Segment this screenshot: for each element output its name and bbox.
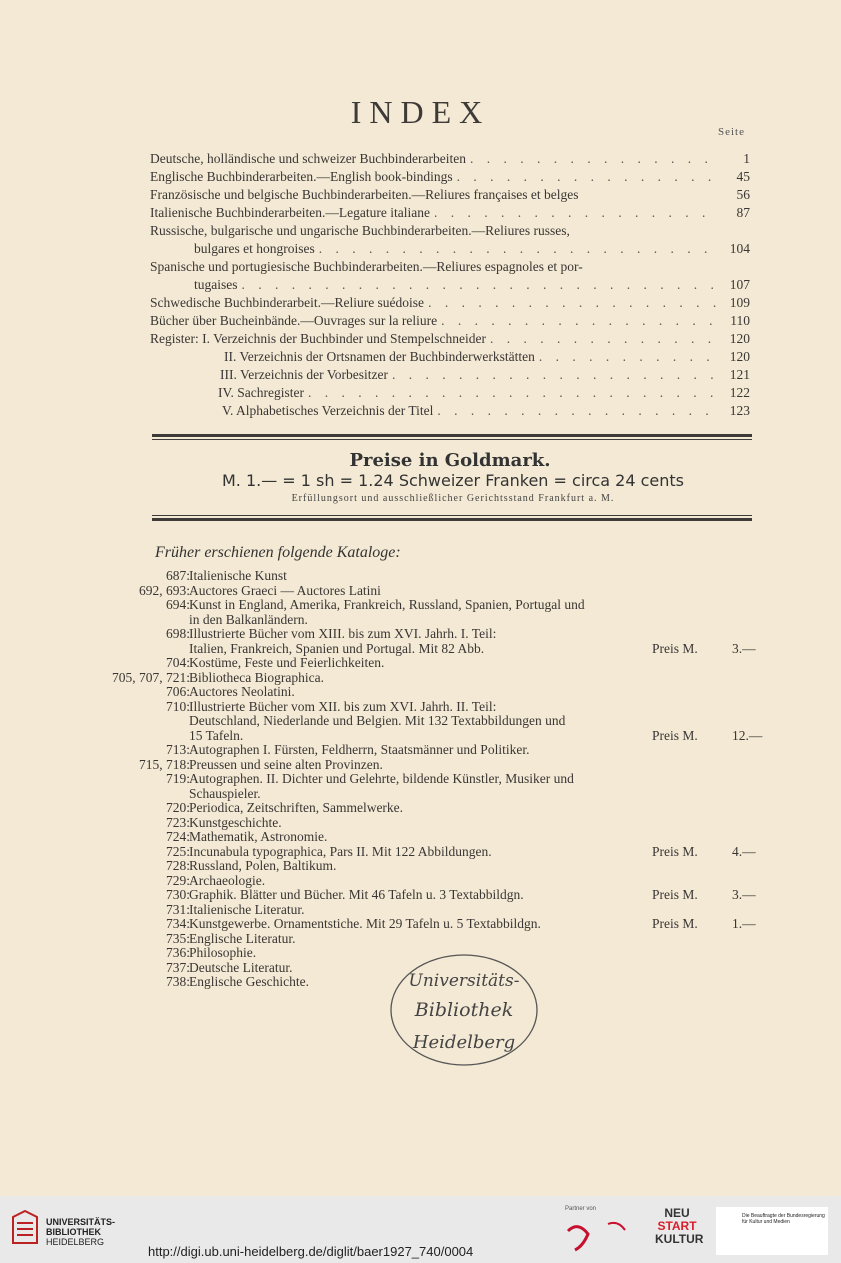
catalog-item: 704: Kostüme, Feste und Feierlichkeiten. — [165, 655, 385, 670]
index-entry: Register: I. Verzeichnis der Buchbinder und Stempelschneider . . . 120 — [150, 330, 750, 348]
catalog-item: 738: Englische Geschichte. — [165, 974, 309, 989]
catalogs-heading: Früher erschienen folgende Kataloge: — [155, 544, 401, 561]
preise-heading: Preise in Goldmark. — [349, 450, 551, 471]
seite-label: Seite — [718, 126, 745, 138]
index-entry: III. Verzeichnis der Vorbesitzer . . . 121 — [150, 366, 750, 384]
page-title: INDEX — [350, 94, 491, 130]
catalog-item: 705, 707, 721: Bibliotheca Biographica. — [111, 669, 324, 685]
currency-rate: M. 1.— = 1 sh = 1.24 Schweizer Franken = circa 24 cents — [221, 471, 685, 490]
library-stamp — [386, 950, 541, 1070]
index-entry: Französische und belgische Buchbinderarbeiten.—Reliures françaises et belges 56 — [150, 187, 750, 202]
catalog-item: 736: Philosophie. — [165, 945, 257, 960]
catalog-item: 687: Italienische Kunst — [165, 568, 287, 583]
index-entry: Deutsche, holländische und schweizer Buchbinderarbeiten . . . 1 — [150, 150, 750, 168]
jurisdiction-note: Erfüllungsort und ausschließlicher Gerichtsstand Frankfurt a. M. — [291, 493, 615, 504]
index-entry: Russische, bulgarische und ungarische Buchbinderarbeiten.—Reliures russes, — [150, 223, 570, 238]
catalog-item: Italien, Frankreich, Spanien und Portugal. Mit 82 Abb. Preis M. 3.— — [189, 640, 756, 656]
catalog-item: 735: Englische Literatur. — [165, 930, 296, 946]
stamp-line: Universitäts- — [408, 971, 520, 991]
catalog-item: 706: Auctores Neolatini. — [165, 684, 295, 699]
catalog-item: 725: Incunabula typographica, Pars II. Mit 122 Abbildungen. Preis M. 4.— — [165, 843, 756, 859]
catalog-item: 729: Archaeologie. — [165, 872, 266, 888]
dfg-logo-icon — [563, 1216, 643, 1256]
catalog-item: 734: Kunstgewerbe. Ornamentstiche. Mit 29 Tafeln u. 5 Textabbildgn. Preis M. 1.— — [165, 916, 756, 931]
neustart-kultur-logo: NEU START KULTUR — [655, 1206, 704, 1246]
index-entry: bulgares et hongroises . . . 104 — [150, 240, 750, 258]
partner-label: Partner von — [565, 1206, 597, 1212]
catalog-item: 713: Autographen I. Fürsten, Feldherrn, Staatsmänner und Politiker. — [165, 742, 530, 757]
university-logo-icon — [9, 1207, 41, 1247]
index-entry: Schwedische Buchbinderarbeit.—Reliure suédoise . . . 109 — [150, 294, 750, 312]
catalog-item: 737: Deutsche Literatur. — [165, 959, 293, 975]
library-name: UNIVERSITÄTS- BIBLIOTHEK HEIDELBERG — [46, 1217, 116, 1247]
catalog-item: 15 Tafeln. Preis M. 12.— — [189, 727, 763, 743]
permalink-url[interactable]: http://digi.ub.uni-heidelberg.de/diglit/baer1927_740/0004 — [148, 1244, 474, 1259]
double-rule-bottom — [152, 515, 752, 521]
index-entry: Bücher über Bucheinbände.—Ouvrages sur la reliure . . . 110 — [150, 312, 750, 330]
catalog-item: 710: Illustrierte Bücher vom XII. bis zum XVI. Jahrh. II. Teil: — [165, 698, 497, 714]
bkm-logo: Die Beauftragte der Bundesregierung für Kultur und Medien — [716, 1207, 828, 1255]
stamp-line: Heidelberg — [412, 1032, 516, 1053]
index-entry: II. Verzeichnis der Ortsnamen der Buchbinderwerkstätten . . . 120 — [150, 348, 750, 366]
index-entry: Italienische Buchbinderarbeiten.—Legature italiane . . . 87 — [150, 204, 750, 222]
double-rule-top — [152, 434, 752, 440]
catalog-item: 715, 718: Preussen und seine alten Provinzen. — [138, 756, 383, 772]
catalog-item: 692, 693: Auctores Graeci — Auctores Latini — [138, 582, 381, 598]
catalog-item: in den Balkanländern. — [189, 611, 308, 627]
stamp-line: Bibliothek — [414, 999, 514, 1021]
index-entry: IV. Sachregister . . . 122 — [150, 384, 750, 402]
catalog-item: 723: Kunstgeschichte. — [165, 814, 282, 830]
catalog-item: 730: Graphik. Blätter und Bücher. Mit 46 Tafeln u. 3 Textabbildgn. Preis M. 3.— — [165, 887, 756, 902]
index-entry: Spanische und portugiesische Buchbinderarbeiten.—Reliures espagnoles et por- — [150, 259, 583, 274]
index-entry: tugaises . . . 107 — [150, 276, 750, 294]
index-entry: Englische Buchbinderarbeiten.—English book-bindings . . . 45 — [150, 168, 750, 186]
catalog-item: 698: Illustrierte Bücher vom XIII. bis zum XVI. Jahrh. I. Teil: — [165, 626, 497, 641]
catalog-item: 724: Mathematik, Astronomie. — [165, 829, 328, 844]
catalog-item: Schauspieler. — [189, 785, 261, 801]
catalog-item: 720: Periodica, Zeitschriften, Sammelwerke. — [165, 800, 404, 815]
catalog-item: 694: Kunst in England, Amerika, Frankreich, Russland, Spanien, Portugal und — [165, 597, 585, 612]
catalog-item: 731: Italienische Literatur. — [165, 901, 305, 917]
catalog-item: 728: Russland, Polen, Baltikum. — [165, 858, 337, 873]
index-entry: V. Alphabetisches Verzeichnis der Titel . . . 123 — [150, 402, 750, 420]
catalog-item: 719: Autographen. II. Dichter und Gelehrte, bildende Künstler, Musiker und — [165, 771, 574, 786]
catalog-item: Deutschland, Niederlande und Belgien. Mit 132 Textabbildungen und — [189, 713, 566, 728]
